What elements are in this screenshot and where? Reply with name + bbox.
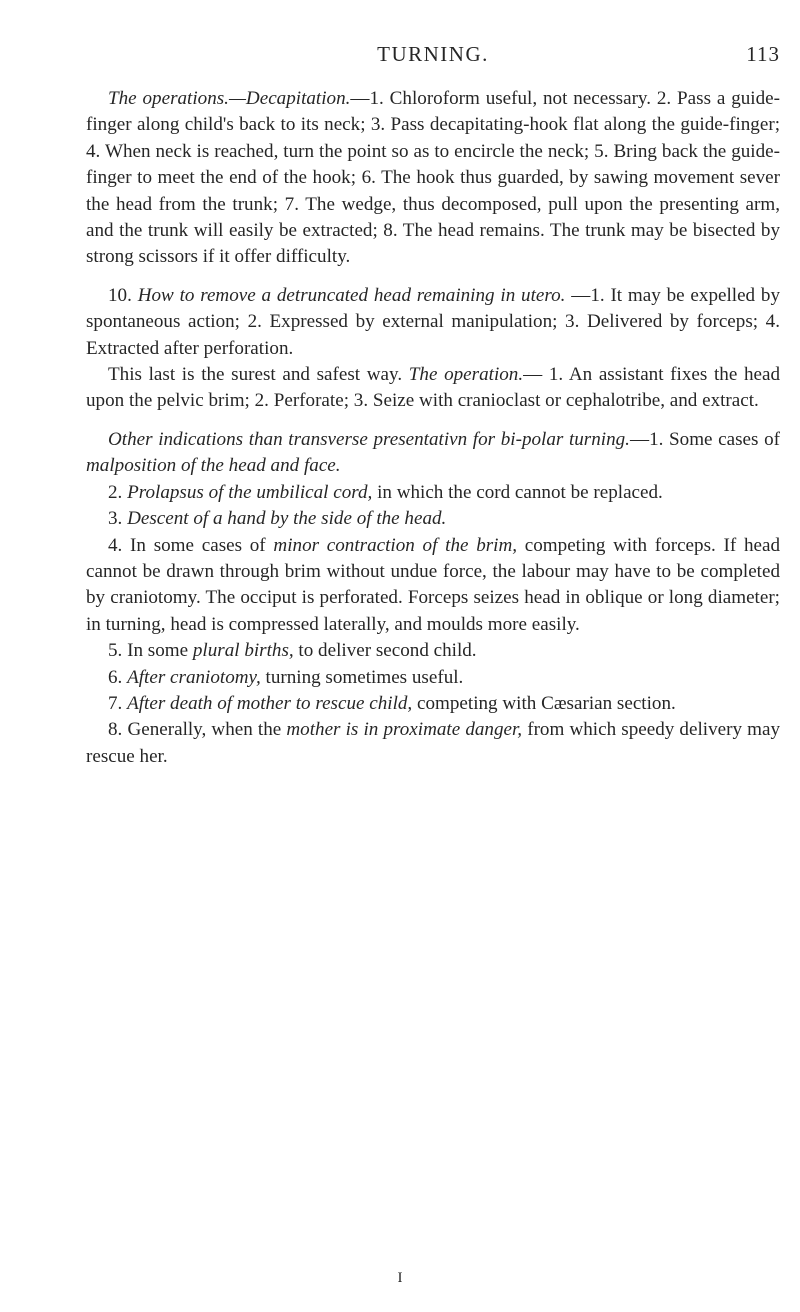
italic-run: mother is in proximate danger, bbox=[286, 719, 523, 741]
text-run: This last is the surest and safest way. bbox=[108, 364, 409, 386]
text-run: 6. bbox=[108, 666, 128, 688]
page-header bbox=[86, 42, 780, 70]
body-text bbox=[86, 86, 780, 770]
signature-mark: I bbox=[397, 1270, 403, 1286]
paragraph bbox=[86, 533, 780, 639]
italic-run: plural births, bbox=[192, 640, 294, 662]
text-run: —1. Some cases of bbox=[629, 428, 781, 450]
text-run: to deliver second child. bbox=[293, 640, 477, 662]
italic-run: After craniotomy, bbox=[127, 666, 261, 688]
text-run: 2. bbox=[108, 481, 128, 503]
text-run: 3. bbox=[108, 508, 128, 530]
italic-run: Descent of a hand by the side of the head. bbox=[127, 508, 447, 530]
italic-run: The operation. bbox=[408, 364, 524, 386]
running-head: TURNING. bbox=[377, 42, 489, 66]
paragraph bbox=[86, 665, 780, 691]
italic-run: minor contraction of the brim, bbox=[273, 534, 518, 556]
text-run: —1. Chloroform useful, not necessary. 2. Pass a guide-finger along child's back to its neck; 3. Pass decapitating-hook flat along the guide-finger; 4. When neck is reached, turn the point so as to encircle the neck; 5. Bring back the guide-finger to meet the end of the hook; 6. The hook thus guarded, by sawing movement sever the head from the trunk; 7. The wedge, thus decomposed, pull upon the presenting arm, and the trunk will easily be extracted; 8. The head remains. The trunk may be bisected by strong scissors if it offer difficulty. bbox=[86, 88, 780, 268]
paragraph bbox=[86, 638, 780, 664]
text-run: from which speedy delivery may rescue her. bbox=[86, 719, 781, 767]
text-run: competing with forceps. If head cannot be drawn through brim without undue force, the labour may have to be completed by craniotomy. The occiput is perforated. Forceps seizes head in oblique or long diameter; in turning, head is compressed laterally, and moulds more easily. bbox=[86, 534, 781, 635]
text-run: in which the cord cannot be replaced. bbox=[372, 481, 663, 503]
text-run: turning sometimes useful. bbox=[260, 666, 464, 688]
text-run: 7. bbox=[108, 692, 128, 714]
paragraph bbox=[86, 506, 780, 532]
italic-run: The operations.—Decapitation. bbox=[108, 88, 351, 109]
paragraph bbox=[86, 717, 780, 770]
italic-run: Other indications than transverse presentativn for bi-polar turning. bbox=[108, 428, 630, 450]
paragraph bbox=[86, 362, 780, 415]
paragraph bbox=[86, 691, 780, 717]
italic-run: Prolapsus of the umbilical cord, bbox=[127, 481, 373, 503]
text-run: competing with Cæsarian section. bbox=[412, 692, 676, 714]
text-run: 8. Generally, when the bbox=[108, 719, 287, 741]
italic-run: After death of mother to rescue child, bbox=[127, 692, 413, 714]
paragraph bbox=[86, 480, 780, 506]
text-run: 5. In some bbox=[108, 640, 193, 662]
italic-run: How to remove a detruncated head remaining in utero. bbox=[137, 284, 566, 306]
italic-run: malposition of the head and face. bbox=[86, 455, 341, 477]
text-run: 10. bbox=[108, 284, 138, 306]
page-number: 113 bbox=[746, 42, 780, 66]
paragraph bbox=[86, 86, 780, 271]
text-run: —1. It may be expelled by spontaneous action; 2. Expressed by external manipulation; 3. Delivered by forceps; 4. Extracted after perforation. bbox=[86, 284, 781, 359]
text-run: 4. In some cases of bbox=[108, 534, 274, 556]
paragraph bbox=[86, 283, 780, 362]
paragraph bbox=[86, 427, 780, 480]
text-run: — 1. An assistant fixes the head upon the pelvic brim; 2. Perforate; 3. Seize with cranioclast or cephalotribe, and extract. bbox=[86, 364, 780, 412]
